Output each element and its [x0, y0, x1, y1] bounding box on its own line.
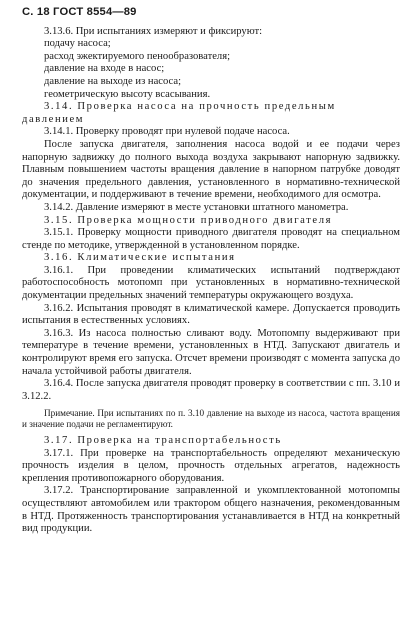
paragraph: 3.14.1. Проверку проводят при нулевой подаче насоса. — [44, 126, 290, 138]
paragraph: 3.15.1. Проверку мощности приводного двигателя проводят на специальном стенде по методике, утвержденной в установленном порядке. — [22, 227, 400, 251]
document-body — [22, 26, 400, 536]
paragraph: 3.14.2. Давление измеряют в месте установки штатного манометра. — [44, 201, 349, 213]
paragraph: расход эжектируемого пенообразователя; — [44, 50, 231, 62]
paragraph: давление на входе в насос; — [44, 63, 165, 75]
paragraph: 3.16.4. После запуска двигателя проводят проверку в соответствии с пп. 3.10 и 3.12.2. — [22, 378, 400, 402]
paragraph: 3.16.3. Из насоса полностью сливают воду. Мотопомпу выдерживают при температуре в течение времени, установленных в НТД. Запускают двигатель и контролируют время его запуска. Отсчет времени производят с момента запуска до начала устойчивой работы двигателя. — [22, 327, 400, 377]
page-header: С. 18 ГОСТ 8554—89 — [22, 6, 137, 18]
paragraph: давление на выходе из насоса; — [44, 75, 182, 87]
section-heading: 3.15. Проверка мощности приводного двигателя — [44, 214, 333, 226]
section-heading: 3.17. Проверка на транспортабельность — [44, 435, 282, 446]
paragraph: 3.13.6. При испытаниях измеряют и фиксируют: — [44, 25, 263, 37]
paragraph: 3.17.2. Транспортирование заправленной и укомплектованной мотопомпы осуществляют автомобилем или трактором общего назначения, рекомендованным в НТД. Протяженность транспортирования устанавливается в НТД на конкретный вид продукции. — [22, 485, 400, 535]
paragraph: 3.17.1. При проверке на транспортабельность определяют механическую прочность изделия в целом, прочность отдельных агрегатов, надежность крепления противопожарного оборудования. — [22, 447, 400, 484]
paragraph: После запуска двигателя, заполнения насоса водой и ее подачи через напорную задвижку до полного выхода воздуха закрывают напорную задвижку. Плавным повышением частоты вращения давление в напорном патрубке доводят до значения предельного давления, установленного в нормативно-технической документации, и поддерживают в течение времени, необходимого для осмотра. — [22, 138, 400, 201]
paragraph: 3.16.1. При проведении климатических испытаний подтверждают работоспособность мотопомп при установленных в нормативно-технической документации предельных значений температуры окружающего воздуха. — [22, 264, 400, 302]
note-paragraph: Примечание. При испытаниях по п. 3.10 давление на выходе из насоса, частота вращения и значение подачи не регламентируют. — [22, 408, 400, 430]
section-heading: 3.16. Климатические испытания — [44, 252, 236, 264]
paragraph: подачу насоса; — [44, 38, 111, 50]
section-heading: 3.14. Проверка насоса на прочность предельным давлением — [22, 101, 336, 125]
paragraph: геометрическую высоту всасывания. — [44, 88, 211, 100]
paragraph: 3.16.2. Испытания проводят в климатической камере. Допускается проводить испытания в естественных условиях. — [22, 302, 400, 327]
